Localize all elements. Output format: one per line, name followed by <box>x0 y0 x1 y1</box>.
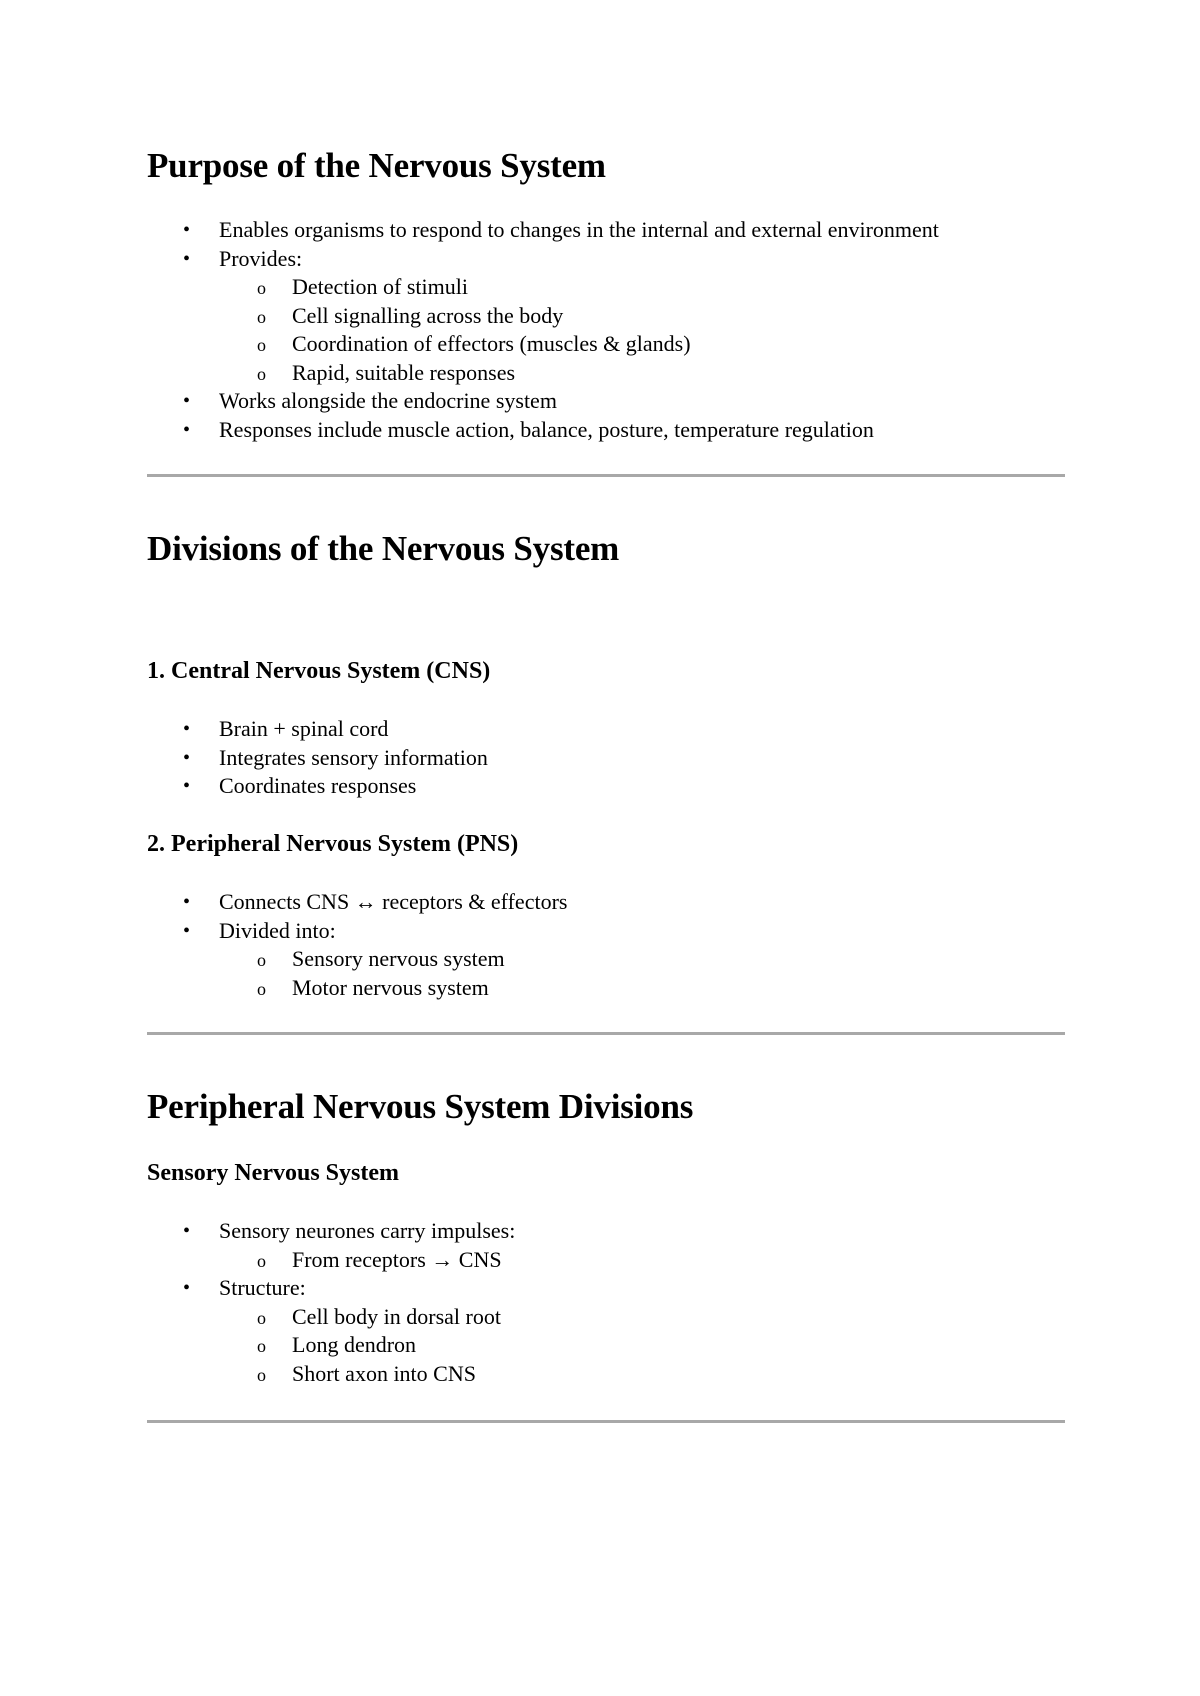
sub-bullet-icon: o <box>257 1364 266 1385</box>
sub-list-item: o Rapid, suitable responses <box>147 359 1065 388</box>
section-title-pns-divisions: Peripheral Nervous System Divisions <box>147 1087 694 1126</box>
bullet-icon: • <box>183 219 191 241</box>
bullet-icon: • <box>183 1277 191 1299</box>
list-item: • Integrates sensory information <box>147 744 1065 773</box>
sub-bullet-icon: o <box>257 1250 266 1271</box>
sub-list-item: o Cell signalling across the body <box>147 302 1065 331</box>
horizontal-rule <box>147 1032 1065 1035</box>
sub-list-item: o Sensory nervous system <box>147 945 1065 974</box>
sub-list-item: o Long dendron <box>147 1331 1065 1360</box>
sub-bullet-icon: o <box>257 335 266 355</box>
bullet-icon: • <box>183 390 191 412</box>
sub-list-item: o Short axon into CNS <box>147 1360 1065 1389</box>
horizontal-rule <box>147 474 1065 477</box>
bullet-icon: • <box>183 1220 191 1242</box>
subheading-cns: 1. Central Nervous System (CNS) <box>147 658 491 684</box>
sub-list-item: o Coordination of effectors (muscles & glands) <box>147 330 1065 359</box>
bullet-icon: • <box>183 718 191 740</box>
sub-bullet-icon: o <box>257 363 266 384</box>
subheading-pns: 2. Peripheral Nervous System (PNS) <box>147 831 519 857</box>
sub-bullet-icon: o <box>257 978 266 999</box>
list-item: • Responses include muscle action, balance, posture, temperature regulation <box>147 416 1065 445</box>
sub-bullet-icon: o <box>257 306 266 327</box>
list-item: • Divided into: <box>147 917 1065 946</box>
list-item: • Brain + spinal cord <box>147 715 1065 744</box>
list-item: • Enables organisms to respond to changes in the internal and external environment <box>147 216 1065 245</box>
bullet-icon: • <box>183 418 191 441</box>
sub-list-item: o Detection of stimuli <box>147 273 1065 302</box>
section-title-purpose: Purpose of the Nervous System <box>147 146 606 185</box>
bullet-icon: • <box>183 775 191 797</box>
sub-bullet-icon: o <box>257 950 266 970</box>
bullet-icon: • <box>183 746 191 769</box>
horizontal-rule <box>147 1420 1065 1423</box>
sub-bullet-icon: o <box>257 278 266 298</box>
list-item: • Connects CNS ↔ receptors & effectors <box>147 888 1065 917</box>
sub-bullet-icon: o <box>257 1307 266 1328</box>
section-title-divisions: Divisions of the Nervous System <box>147 529 620 568</box>
sensory-list <box>147 1217 1065 1388</box>
bullet-icon: • <box>183 919 191 942</box>
bullet-icon: • <box>183 891 191 913</box>
list-item: • Provides: <box>147 245 1065 274</box>
list-item: • Sensory neurones carry impulses: <box>147 1217 1065 1246</box>
subheading-sensory: Sensory Nervous System <box>147 1160 399 1186</box>
sub-list-item: o Cell body in dorsal root <box>147 1303 1065 1332</box>
bullet-icon: • <box>183 247 191 270</box>
sub-list-item: o From receptors → CNS <box>147 1246 1065 1275</box>
list-item: • Structure: <box>147 1274 1065 1303</box>
sub-bullet-icon: o <box>257 1336 266 1356</box>
sub-list-item: o Motor nervous system <box>147 974 1065 1003</box>
list-item: • Works alongside the endocrine system <box>147 387 1065 416</box>
pns-list <box>147 888 1065 1002</box>
purpose-list <box>147 216 1065 444</box>
list-item: • Coordinates responses <box>147 772 1065 801</box>
cns-list <box>147 715 1065 801</box>
